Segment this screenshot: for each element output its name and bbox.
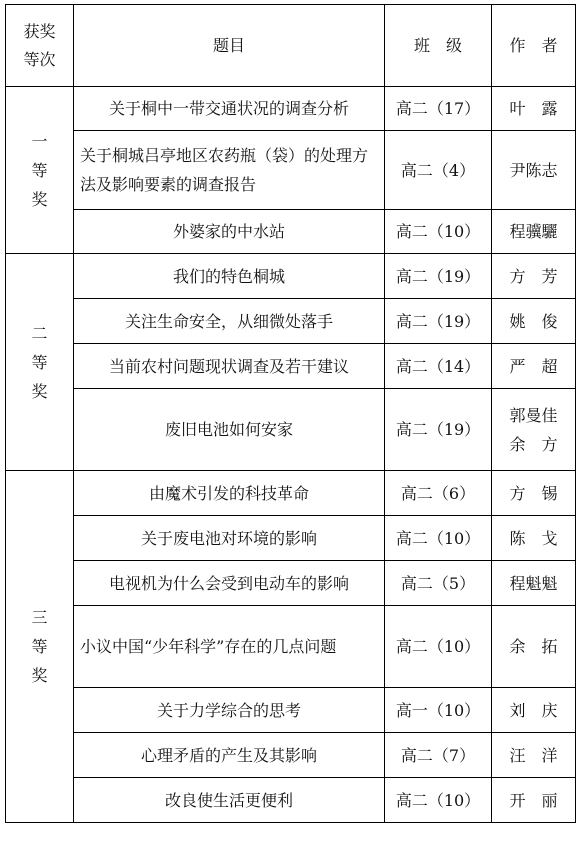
level-char: 等 — [31, 160, 48, 180]
author-name: 姚 俊 — [509, 311, 558, 331]
table-row — [6, 778, 576, 823]
author-name: 方 芳 — [509, 266, 558, 286]
title-cell: 小议中国“少年科学”存在的几点问题 — [74, 606, 385, 688]
author-cell — [492, 606, 576, 688]
author-cell — [492, 471, 576, 516]
author-cell — [492, 87, 576, 131]
author-name: 郭曼佳 — [509, 405, 558, 425]
table-row — [6, 389, 576, 471]
author-cell — [492, 733, 576, 778]
title-cell: 心理矛盾的产生及其影响 — [74, 733, 385, 778]
class-cell: 高二（19） — [385, 389, 492, 471]
level-char: 奖 — [31, 666, 48, 685]
header-title: 题目 — [74, 5, 385, 87]
table-row — [6, 606, 576, 688]
author-name: 刘 庆 — [509, 700, 558, 720]
class-cell: 高二（4） — [385, 131, 492, 210]
title-cell: 关于桐中一带交通状况的调查分析 — [74, 87, 385, 131]
table-row — [6, 733, 576, 778]
title-cell: 电视机为什么会受到电动车的影响 — [74, 561, 385, 606]
class-cell: 高二（10） — [385, 606, 492, 688]
title-cell: 关于桐城吕亭地区农药瓶（袋）的处理方法及影响要素的调查报告 — [74, 131, 385, 210]
table-row — [6, 471, 576, 516]
author-name: 开 丽 — [509, 790, 558, 810]
header-level — [6, 5, 74, 87]
author-cell — [492, 299, 576, 344]
level-char: 等 — [31, 352, 48, 372]
class-cell: 高二（19） — [385, 254, 492, 299]
table-row — [6, 344, 576, 389]
title-cell: 由魔术引发的科技革命 — [74, 471, 385, 516]
author-name: 叶 露 — [509, 99, 558, 118]
author-name: 程魁魁 — [509, 573, 558, 593]
title-cell: 关于力学综合的思考 — [74, 688, 385, 733]
author-name: 汪 洋 — [509, 745, 558, 765]
header-class: 班 级 — [385, 5, 492, 87]
author-name: 方 锡 — [509, 483, 558, 503]
level-cell-first — [6, 87, 74, 254]
level-char: 二 — [31, 323, 48, 343]
header-row — [6, 5, 576, 87]
author-name: 程骥驪 — [509, 222, 558, 241]
level-char: 奖 — [31, 381, 48, 401]
level-char: 奖 — [31, 189, 48, 209]
author-cell — [492, 210, 576, 254]
title-cell: 关注生命安全，从细微处落手 — [74, 299, 385, 344]
award-table — [5, 4, 576, 823]
level-char: 三 — [31, 608, 48, 627]
table-row — [6, 516, 576, 561]
header-level-line1: 获奖 — [23, 21, 56, 41]
class-cell: 高二（19） — [385, 299, 492, 344]
class-cell: 高二（7） — [385, 733, 492, 778]
class-cell: 高一（10） — [385, 688, 492, 733]
author-cell — [492, 131, 576, 210]
level-char: 等 — [31, 637, 48, 656]
level-char: 一 — [31, 131, 48, 151]
table-row — [6, 299, 576, 344]
author-name: 尹陈志 — [509, 160, 558, 180]
author-cell — [492, 389, 576, 471]
table-row — [6, 254, 576, 299]
level-cell-third — [6, 471, 74, 823]
table-row — [6, 87, 576, 131]
title-cell: 外婆家的中水站 — [74, 210, 385, 254]
title-cell: 改良使生活更便利 — [74, 778, 385, 823]
class-cell: 高二（17） — [385, 87, 492, 131]
table-row — [6, 561, 576, 606]
author-cell — [492, 254, 576, 299]
class-cell: 高二（14） — [385, 344, 492, 389]
class-cell: 高二（10） — [385, 516, 492, 561]
class-cell: 高二（5） — [385, 561, 492, 606]
header-author: 作 者 — [492, 5, 576, 87]
title-cell: 关于废电池对环境的影响 — [74, 516, 385, 561]
header-level-line2: 等次 — [23, 49, 56, 69]
class-cell: 高二（10） — [385, 210, 492, 254]
author-cell — [492, 516, 576, 561]
title-cell: 当前农村问题现状调查及若干建议 — [74, 344, 385, 389]
author-cell — [492, 778, 576, 823]
table-row — [6, 688, 576, 733]
class-cell: 高二（6） — [385, 471, 492, 516]
class-cell: 高二（10） — [385, 778, 492, 823]
author-cell — [492, 344, 576, 389]
author-name: 余 拓 — [509, 637, 558, 656]
author-name: 余 方 — [509, 434, 558, 454]
table-row — [6, 131, 576, 210]
author-name: 陈 戈 — [509, 528, 558, 548]
title-cell: 我们的特色桐城 — [74, 254, 385, 299]
title-cell: 废旧电池如何安家 — [74, 389, 385, 471]
table-row — [6, 210, 576, 254]
author-cell — [492, 561, 576, 606]
level-cell-second — [6, 254, 74, 471]
author-name: 严 超 — [509, 356, 558, 376]
author-cell — [492, 688, 576, 733]
